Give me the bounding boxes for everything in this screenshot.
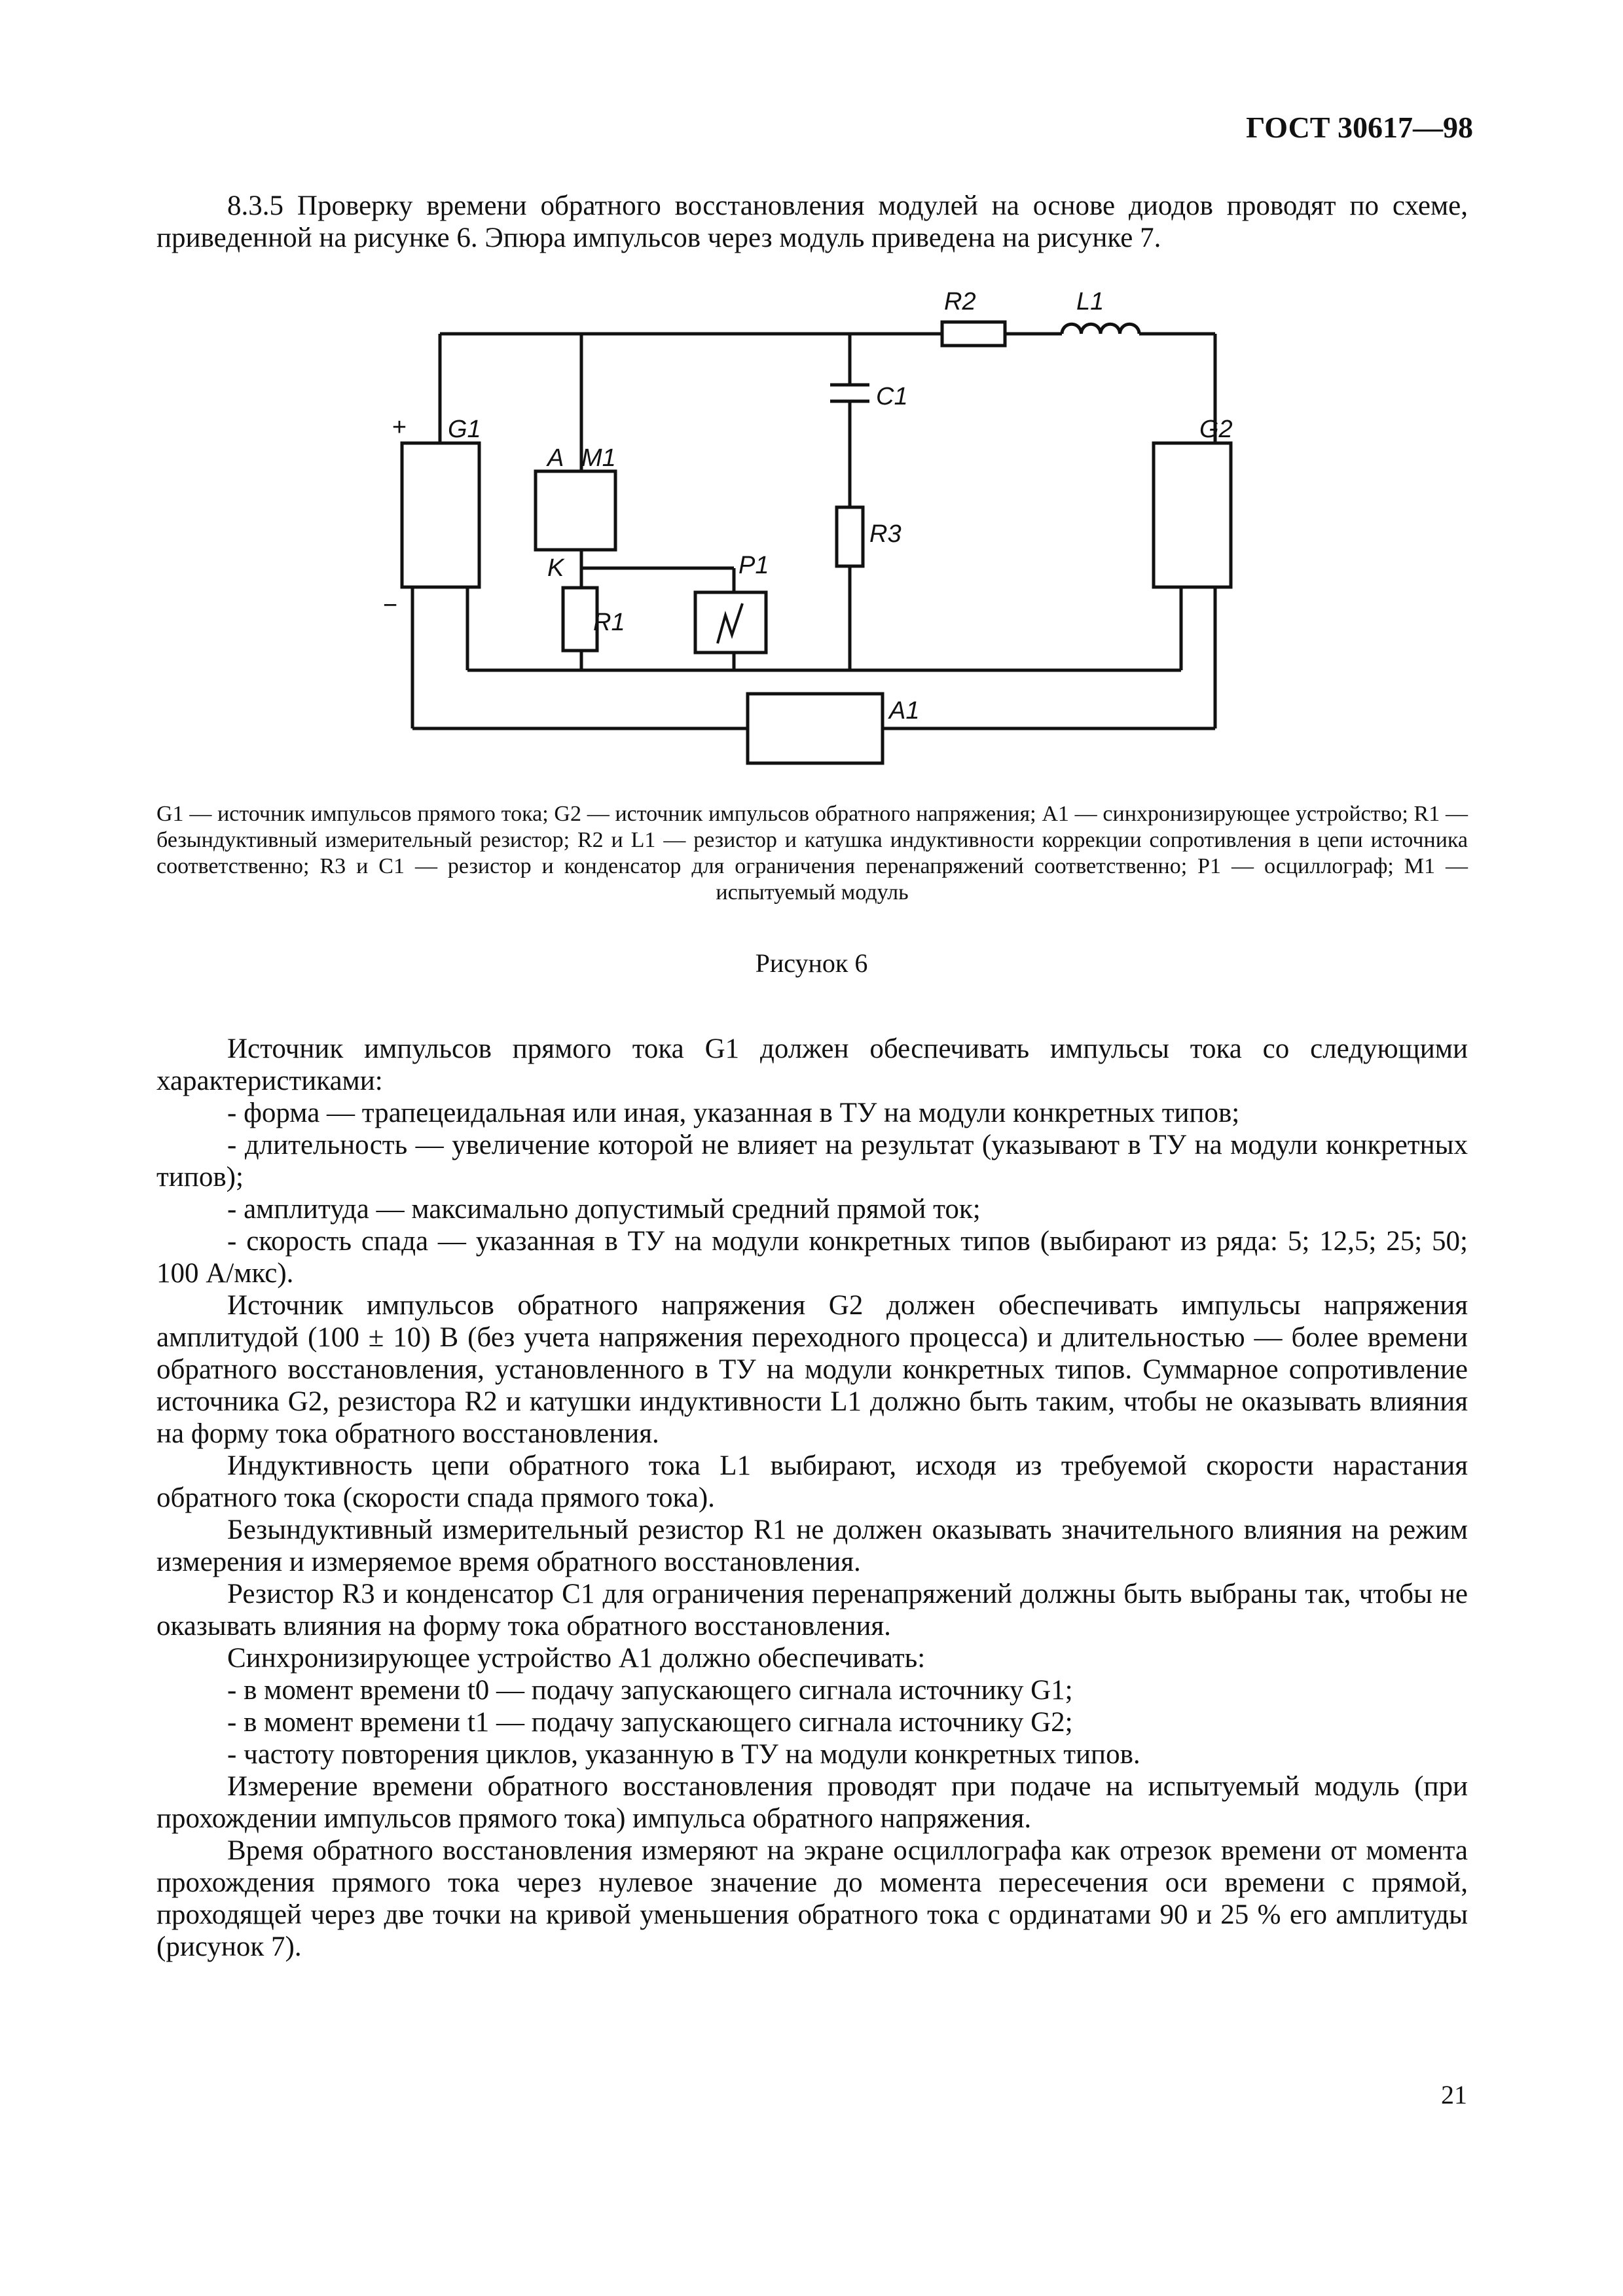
c1-label: C1 xyxy=(876,383,908,410)
l1-inductor xyxy=(1062,324,1139,334)
a1-label: A1 xyxy=(889,697,920,725)
p1-oscilloscope-box xyxy=(695,592,766,653)
body-paragraph-7: Измерение времени обратного восстановления проводят при подаче на испытуемый модуль (при прохождении импульсов прямого тока) импульса обратного напряжения. xyxy=(156,1771,1468,1834)
body-paragraph-3: Индуктивность цепи обратного тока L1 выбирают, исходя из требуемой скорости нарастания обратного тока (скорости спада прямого тока). xyxy=(156,1450,1468,1513)
r1-label: R1 xyxy=(593,609,625,636)
body-list-item-1: - форма — трапецеидальная или иная, указанная в ТУ на модули конкретных типов; xyxy=(227,1098,1240,1128)
m1-module-box xyxy=(536,471,615,550)
figure-title: Рисунок 6 xyxy=(755,948,868,978)
g1-minus-label: − xyxy=(382,592,398,619)
m1-anode-label: A xyxy=(547,444,564,472)
g1-source-box xyxy=(402,443,479,587)
body-paragraph-4: Безындуктивный измерительный резистор R1 не должен оказывать значительного влияния на режим измерения и измеряемое время обратного восстановления. xyxy=(156,1515,1468,1577)
r3-label: R3 xyxy=(869,520,902,548)
body-list-item-7: - частоту повторения циклов, указанную в ТУ на модули конкретных типов. xyxy=(227,1739,1140,1770)
g1-label: G1 xyxy=(448,416,481,443)
r1-resistor xyxy=(563,588,597,651)
r3-resistor xyxy=(837,507,863,566)
g2-source-box xyxy=(1154,443,1231,587)
a1-sync-box xyxy=(748,694,883,763)
body-list-item-5: - в момент времени t0 — подачу запускающего сигнала источнику G1; xyxy=(227,1675,1073,1706)
p1-label: P1 xyxy=(739,552,769,579)
intro-paragraph: 8.3.5 Проверку времени обратного восстановления модулей на основе диодов проводят по схеме, приведенной на рисунке 6. Эпюра импульсов через модуль приведена на рисунке 7. xyxy=(156,190,1468,253)
body-paragraph-5: Резистор R3 и конденсатор C1 для ограничения перенапряжений должны быть выбраны так, чтобы не оказывать влияния на форму тока обратного восстановления. xyxy=(156,1579,1468,1641)
g1-plus-label: + xyxy=(392,414,407,441)
m1-label: M1 xyxy=(581,444,616,472)
r2-resistor xyxy=(942,322,1005,346)
body-paragraph-2: Источник импульсов обратного напряжения G2 должен обеспечивать импульсы напряжения амплитудой (100 ± 10) В (без учета напряжения переходного процесса) и длительностью — более времени обратного восстановления, установленного в ТУ на модули конкретных типов. Суммарное сопротивление источника G2, резистора R2 и катушки индуктивности L1 должно быть таким, чтобы не оказывать влияния на форму тока обратного восстановления. xyxy=(156,1290,1468,1449)
body-list-item-2: - длительность — увеличение которой не влияет на результат (указывают в ТУ на модули конкретных типов); xyxy=(156,1130,1468,1193)
circuit-diagram xyxy=(0,0,1623,818)
document-code-header: ГОСТ 30617—98 xyxy=(1246,111,1473,144)
oscilloscope-trace-icon xyxy=(718,603,742,643)
body-paragraph-6: Синхронизирующее устройство A1 должно обеспечивать: xyxy=(227,1643,926,1674)
body-list-item-3: - амплитуда — максимально допустимый средний прямой ток; xyxy=(227,1194,981,1225)
r2-label: R2 xyxy=(944,288,976,315)
l1-label: L1 xyxy=(1076,288,1104,315)
body-list-item-6: - в момент времени t1 — подачу запускающего сигнала источнику G2; xyxy=(227,1707,1073,1738)
m1-cathode-label: K xyxy=(547,554,564,582)
page-number: 21 xyxy=(1441,2080,1467,2109)
body-paragraph-1: Источник импульсов прямого тока G1 должен обеспечивать импульсы тока со следующими характеристиками: xyxy=(156,1033,1468,1096)
body-list-item-4: - скорость спада — указанная в ТУ на модули конкретных типов (выбирают из ряда: 5; 12,5; 25; 50; 100 А/мкс). xyxy=(156,1226,1468,1289)
g2-label: G2 xyxy=(1199,416,1233,443)
body-paragraph-8: Время обратного восстановления измеряют на экране осциллографа как отрезок времени от момента прохождения прямого тока через нулевое значение до момента пересечения оси времени с прямой, проходящей через две точки на кривой уменьшения обратного тока с ординатами 90 и 25 % его амплитуды (рисунок 7). xyxy=(156,1835,1468,1962)
figure-caption: G1 — источник импульсов прямого тока; G2 — источник импульсов обратного напряжения; A1 — синхронизирующее устройство; R1 — безындуктивный измерительный резистор; R2 и L1 — резистор и катушка индуктивности коррекции сопротивления в цепи источника соответственно; R3 и C1 — резистор и конденсатор для ограничения перенапряжений соответственно; P1 — осциллограф; M1 — испытуемый модуль xyxy=(156,802,1468,905)
